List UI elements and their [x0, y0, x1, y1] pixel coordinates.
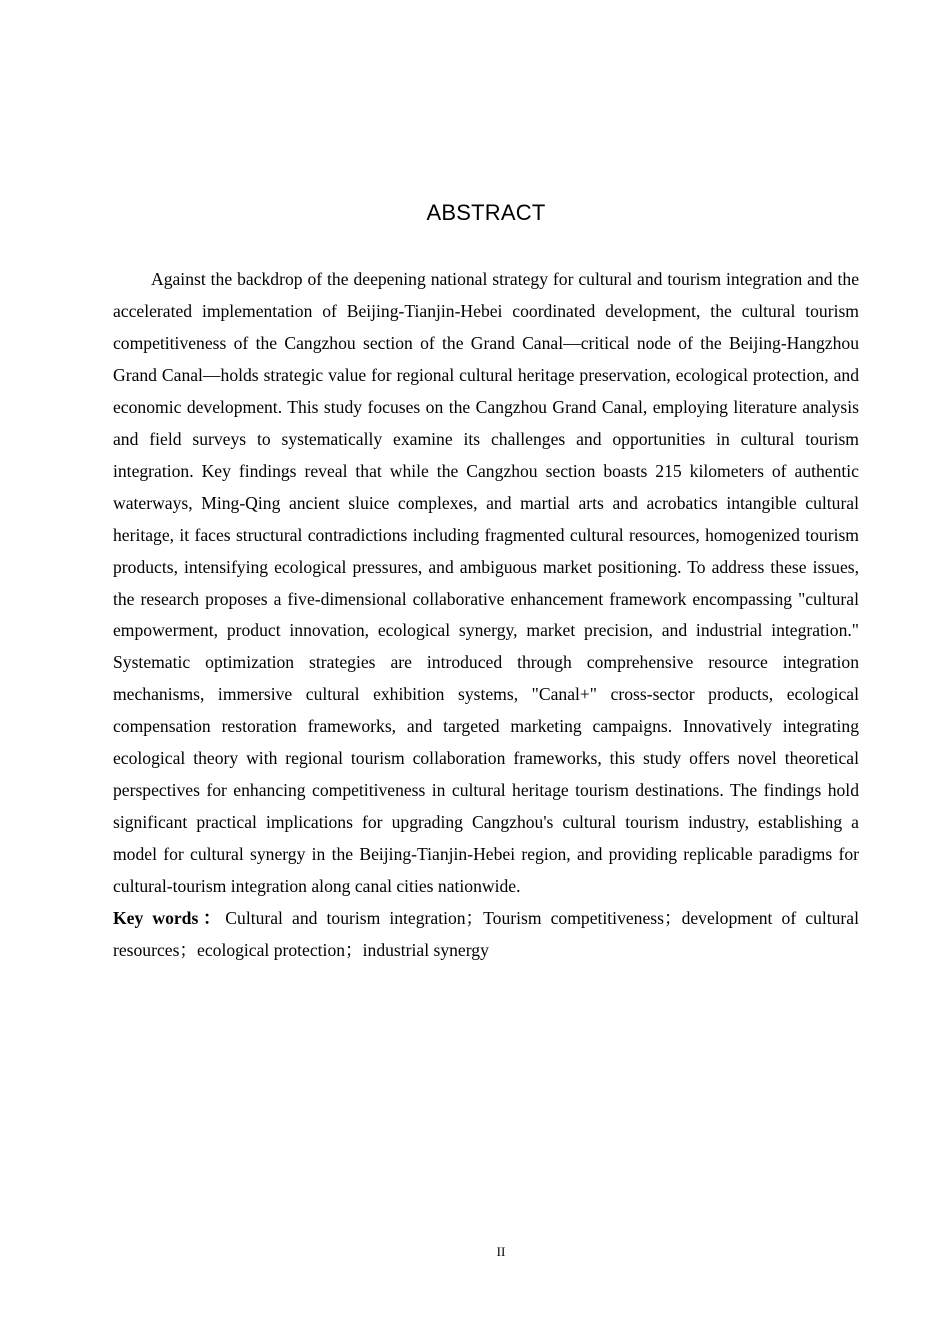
keywords-label: Key words：	[113, 908, 226, 929]
abstract-paragraph: Against the backdrop of the deepening national strategy for cultural and tourism integration and the accelerated implementation of Beijing-Tianjin-Hebei coordinated development, the cultural tourism competitiveness of the Cangzhou section of the Grand Canal—critical node of the Beijing-Hangzhou Grand Canal—holds strategic value for regional cultural heritage preservation, ecological protection, and economic development. This study focuses on the Cangzhou Grand Canal, employing literature analysis and field surveys to systematically examine its challenges and opportunities in cultural tourism integration. Key findings reveal that while the Cangzhou section boasts 215 kilometers of authentic waterways, Ming-Qing ancient sluice complexes, and martial arts and acrobatics intangible cultural heritage, it faces structural contradictions including fragmented cultural resources, homogenized tourism products, intensifying ecological pressures, and ambiguous market positioning. To address these issues, the research proposes a five-dimensional collaborative enhancement framework encompassing "cultural empowerment, product innovation, ecological synergy, market precision, and industrial integration." Systematic optimization strategies are introduced through comprehensive resource integration mechanisms, immersive cultural exhibition systems, "Canal+" cross-sector products, ecological compensation restoration frameworks, and targeted marketing campaigns. Innovatively integrating ecological theory with regional tourism collaboration frameworks, this study offers novel theoretical perspectives for enhancing competitiveness in cultural heritage tourism destinations. The findings hold significant practical implications for upgrading Cangzhou's cultural tourism industry, establishing a model for cultural synergy in the Beijing-Tianjin-Hebei region, and providing replicable paradigms for cultural-tourism integration along canal cities nationwide.	[113, 269, 859, 897]
page-number: II	[496, 1244, 506, 1259]
keywords-line	[113, 903, 859, 967]
keywords-list: Cultural and tourism integration；Tourism competitiveness；development of cultural resources；ecological protection；industrial synergy	[113, 908, 859, 961]
abstract-section	[113, 264, 859, 967]
abstract-heading: ABSTRACT	[426, 200, 546, 225]
